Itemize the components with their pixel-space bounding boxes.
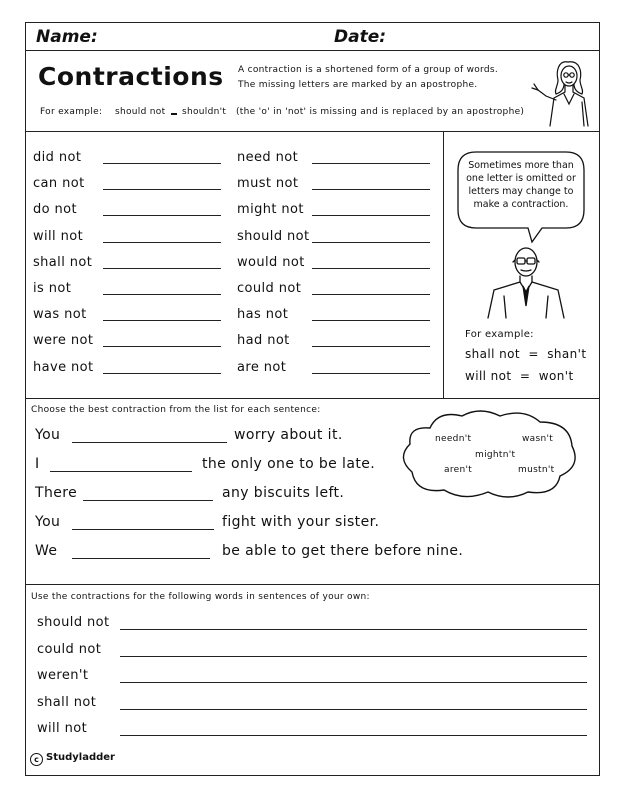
answer-line-left[interactable] [103,346,221,347]
answer-line-left[interactable] [103,215,221,216]
word-pair-left: was not [33,307,87,323]
own-sentence-line[interactable] [120,656,587,657]
own-sentence-word: could not [37,641,102,657]
header-box [25,22,600,51]
bubble-line: letters may change to [468,186,574,197]
section3-instruction: Use the contractions for the following words in sentences of your own: [31,592,370,602]
word-pair-right: could not [237,281,302,296]
own-sentence-word: will not [37,721,88,736]
own-sentence-line[interactable] [120,709,587,710]
sentence-end: fight with your sister. [222,514,380,530]
word-pair-left: did not [33,150,82,165]
intro-example-contraction: shouldn't [182,107,227,117]
cloud-word-wasnt: wasn't [522,434,554,444]
answer-line-left[interactable] [103,242,221,243]
cloud-word-arent: aren't [444,465,473,475]
answer-line-right[interactable] [312,215,430,216]
cloud-word-neednt: needn't [435,434,472,444]
date-label: Date: [334,27,387,47]
intro-example-phrase: should not [115,107,166,117]
word-pair-right: might not [237,202,304,218]
copyright-icon: c [30,753,43,766]
answer-line-left[interactable] [103,268,221,269]
word-pair-right: must not [237,176,299,192]
cloud-word-mightnt: mightn't [475,450,516,460]
own-sentence-word: shall not [37,694,97,710]
answer-line-right[interactable] [312,189,430,190]
answer-line-left[interactable] [103,320,221,321]
own-sentence-word: weren't [37,668,89,683]
sentence-end: the only one to be late. [202,456,376,472]
sentence-start: You [35,514,61,530]
sentence-blank[interactable] [83,500,213,501]
word-pair-left: were not [33,333,94,349]
bubble-line: make a contraction. [473,199,569,210]
word-pair-right: had not [237,333,290,349]
page-title: Contractions [38,62,224,91]
teacher-man-illustration [486,240,566,320]
definition-line-2: The missing letters are marked by an apostrophe. [238,80,478,90]
intro-example-note: (the 'o' in 'not' is missing and is replaced by an apostrophe) [236,107,525,117]
own-sentence-line[interactable] [120,629,587,630]
sentence-blank[interactable] [50,471,192,472]
own-sentence-word: should not [37,615,110,630]
sentence-start: You [35,427,61,443]
word-pair-right: are not [237,359,287,375]
answer-line-right[interactable] [312,268,430,269]
sentence-end: worry about it. [234,427,343,443]
answer-line-right[interactable] [312,294,430,295]
sentence-start: I [35,456,40,472]
bubble-line: one letter is omitted or [466,173,576,184]
sentence-blank[interactable] [72,442,227,443]
bubble-line: Sometimes more than [468,160,574,171]
teacher-woman-illustration [528,56,594,128]
word-pair-left: shall not [33,254,93,270]
answer-line-right[interactable] [312,320,430,321]
word-pair-right: need not [237,150,299,165]
intro-example-label: For example: [40,107,103,117]
answer-line-left[interactable] [103,373,221,374]
bubble-text [460,159,582,211]
section3-box [25,584,600,776]
answer-line-left[interactable] [103,294,221,295]
word-pair-right: would not [237,254,305,270]
answer-line-right[interactable] [312,242,430,243]
sentence-end: any biscuits left. [222,485,345,501]
answer-line-left[interactable] [103,189,221,190]
word-pair-left: can not [33,176,85,192]
word-pair-left: will not [33,228,84,244]
answer-line-left[interactable] [103,163,221,164]
answer-line-right[interactable] [312,373,430,374]
section1-example-2: will not = won't [465,369,574,383]
section1-divider [443,131,444,398]
section1-example-label: For example: [465,329,534,340]
section2-instruction: Choose the best contraction from the list for each sentence: [31,405,321,415]
sentence-blank[interactable] [72,558,210,559]
section1-example-1: shall not = shan't [465,347,587,361]
word-pair-left: is not [33,281,72,296]
sentence-start: We [35,543,58,559]
sentence-end: be able to get there before nine. [222,543,464,559]
word-pair-left: do not [33,202,78,218]
sentence-blank[interactable] [72,529,214,530]
dash-mark [171,113,177,115]
footer-brand: Studyladder [46,752,115,763]
word-pair-right: should not [237,228,310,244]
sentence-start: There [35,485,78,501]
word-pair-left: have not [33,359,94,375]
own-sentence-line[interactable] [120,735,587,736]
name-label: Name: [36,27,98,47]
answer-line-right[interactable] [312,346,430,347]
own-sentence-line[interactable] [120,682,587,683]
definition-line-1: A contraction is a shortened form of a group of words. [238,65,499,75]
cloud-word-mustnt: mustn't [518,465,555,475]
word-pair-right: has not [237,307,289,323]
answer-line-right[interactable] [312,163,430,164]
